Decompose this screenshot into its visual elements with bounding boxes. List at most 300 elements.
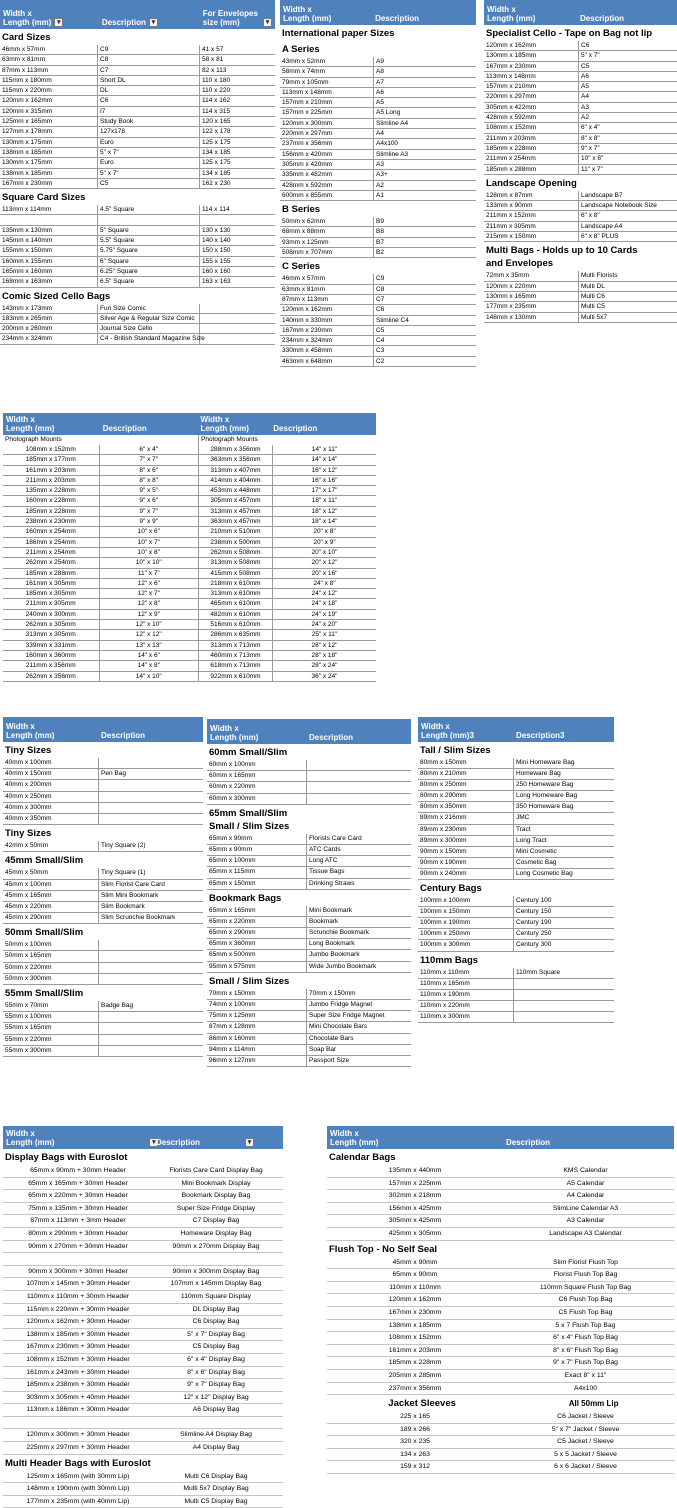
description-cell: 16" x 16" (311, 476, 338, 484)
table-row (207, 1022, 411, 1033)
table-row (0, 107, 275, 117)
size-cell: 135mm x 228mm (3, 486, 100, 495)
size-cell: 100mm x 100mm (418, 896, 514, 906)
size-cell: 110mm x 110mm + 30mm Header (26, 1292, 130, 1300)
table-row (0, 304, 275, 314)
description-cell: C5 (376, 326, 385, 334)
table-row (3, 517, 198, 527)
table-row (418, 968, 614, 979)
table-row (418, 929, 614, 940)
size-cell: 130mm x 175mm (0, 138, 98, 147)
description-cell: C6 (376, 306, 385, 314)
table-row (0, 246, 275, 256)
table-row (280, 119, 476, 129)
filter-dropdown-icon[interactable]: ▾ (149, 1138, 158, 1147)
description-cell: 12" x 9" (137, 610, 160, 618)
size-cell: 40mm x 100mm (3, 758, 99, 768)
size-cell: 425mm x 305mm (388, 1229, 442, 1237)
table-row (3, 1404, 283, 1417)
description-cell: Tract (516, 825, 531, 833)
table-row (199, 651, 376, 661)
size-cell: 60mm x 220mm (207, 782, 307, 792)
filter-dropdown-icon[interactable]: ▾ (263, 18, 272, 27)
size-cell: 108mm x 152mm + 30mm Header (26, 1355, 130, 1363)
size-cell: 185mm x 228mm (388, 1359, 442, 1367)
header-width: Width x (330, 1129, 359, 1138)
size-cell: 125mm x 165mm (0, 117, 98, 126)
description-cell (153, 1417, 279, 1429)
description-cell: 14" x 10" (135, 672, 162, 680)
size-cell: 237mm x 356mm (280, 139, 374, 148)
description-cell: A9 (376, 58, 384, 65)
section-title: Century Bags (420, 883, 482, 895)
description-cell: 12" x 6" (137, 579, 160, 587)
header-length: Length (mm) (283, 14, 332, 23)
size-cell: 89mm x 216mm (418, 813, 514, 823)
header-length: Length (mm) (487, 14, 536, 23)
table-row (418, 802, 614, 813)
table-row (207, 879, 411, 890)
table-row (199, 527, 376, 537)
filter-dropdown-icon[interactable]: ▾ (54, 18, 63, 27)
description-cell: A4x100 (573, 1384, 598, 1392)
size-cell: 313mm x 508mm (199, 558, 273, 567)
description-cell: 6" x 4" (139, 446, 159, 453)
size-cell: 414mm x 404mm (199, 476, 273, 485)
size-cell: 90mm x 270mm + 30mm Header (28, 1242, 128, 1250)
table-row (199, 445, 376, 455)
section-subtitle: Small / Slim Sizes (209, 820, 290, 832)
table-row (0, 324, 275, 334)
table-header (327, 1126, 674, 1149)
description-cell: 6.25" Square (98, 267, 200, 276)
table-row (3, 1190, 283, 1203)
size-cell: 211mm x 203mm (3, 476, 100, 485)
section-title: 60mm Small/Slim (209, 747, 288, 758)
size-cell: 90mm x 300mm + 30mm Header (28, 1267, 128, 1275)
table-row (3, 1429, 283, 1442)
description-cell: DL (98, 86, 200, 95)
description-cell: Super Size Fridge Magnet (309, 1012, 385, 1020)
size-cell: 211mm x 356mm (3, 661, 100, 670)
size-cell: 80mm x 210mm (418, 769, 514, 779)
table-row (280, 160, 476, 170)
description-cell: A5 (376, 99, 384, 107)
size-cell: 262mm x 254mm (3, 558, 100, 567)
description-cell (99, 758, 199, 768)
table-row (3, 610, 198, 620)
description-cell: 11" x 7" (581, 165, 603, 173)
size-cell: 110mm x 110mm (389, 1283, 441, 1291)
description-cell: 9" x 7" Flush Top Bag (553, 1359, 618, 1367)
size-cell: 453mm x 448mm (199, 486, 273, 495)
table-row (0, 45, 275, 55)
table-row (280, 181, 476, 191)
table-row (280, 108, 476, 118)
description-cell: C6 Display Bag (192, 1318, 240, 1326)
size-cell: 157mm x 210mm (484, 82, 579, 91)
size-cell: 225mm x 297mm + 30mm Header (26, 1444, 130, 1452)
size-cell: 138mm x 185mm + 30mm Header (26, 1330, 130, 1338)
description-cell (307, 760, 407, 770)
size-cell: 89mm x 300mm (418, 836, 514, 846)
table-row (484, 313, 677, 323)
size-cell: 55mm x 300mm (3, 1046, 99, 1056)
description-cell: 18" x 12" (311, 507, 338, 515)
description-cell: 114 x 114 (202, 206, 230, 214)
table-row (484, 191, 677, 201)
description-cell: Landscape A4 (581, 222, 623, 230)
size-cell: 90mm x 240mm (418, 869, 514, 879)
size-cell: 120mm x 162mm (388, 1296, 442, 1304)
table-body (207, 744, 411, 1067)
section-title: Multi Header Bags with Euroslot (5, 1457, 151, 1469)
size-cell: 60mm x 165mm (207, 771, 307, 781)
header-width: Width x (6, 1129, 35, 1138)
size-cell: 238mm x 230mm (3, 517, 100, 526)
description-cell: 9" x 7" Display Bag (187, 1381, 245, 1389)
table-row (199, 507, 376, 517)
table-row (207, 928, 411, 939)
section-title: Card Sizes (2, 32, 51, 43)
table-row (418, 780, 614, 791)
table-row (3, 758, 203, 769)
description-cell: Century 190 (516, 919, 552, 927)
size-cell: 128mm x 87mm (484, 191, 579, 200)
table-row (280, 285, 476, 295)
size-cell: 143mm x 173mm (0, 304, 98, 313)
description-cell: C9 (376, 275, 385, 283)
description-cell: A2 (581, 114, 589, 122)
size-cell: 50mm x 300mm (3, 974, 99, 984)
table-row (3, 1496, 283, 1508)
description-cell: 5" x 7" (581, 52, 600, 60)
description-cell: C7 (98, 66, 200, 75)
size-cell: 465mm x 610mm (199, 599, 273, 608)
section-note: All 50mm Lip (568, 1399, 619, 1409)
size-cell: 415mm x 508mm (199, 569, 273, 578)
table-row (327, 1436, 674, 1449)
table-row (484, 103, 677, 113)
table-row (418, 847, 614, 858)
table-row (327, 1282, 674, 1295)
table-row (327, 1411, 674, 1424)
description-cell: 24" x 19" (311, 610, 338, 618)
header-length: Length (mm) (6, 1138, 55, 1147)
size-cell: 148mm x 190mm (with 30mm Lip) (26, 1485, 130, 1493)
description-cell: 250 Homeware Bag (516, 781, 574, 789)
table-row (3, 951, 203, 962)
description-cell: A1 (376, 191, 384, 199)
section-title: 110mm Bags (420, 954, 479, 966)
description-cell: 125 x 175 (202, 138, 231, 146)
table-row (3, 1471, 283, 1484)
table-row (327, 1424, 674, 1437)
table-row (484, 82, 677, 92)
table-row (3, 880, 203, 891)
description-cell: 90mm x 270mm Display Bag (172, 1242, 260, 1250)
header-width: Width x (421, 722, 450, 731)
table-row (3, 1228, 283, 1241)
section-title: Comic Sized Cello Bags (2, 290, 111, 302)
table-body (3, 742, 203, 1057)
size-cell: 363mm x 457mm (199, 517, 273, 526)
description-cell: 127x178 (98, 127, 200, 136)
description-cell: Landscape A3 Calendar (549, 1229, 622, 1237)
size-cell: 218mm x 610mm (199, 579, 273, 588)
table-header (0, 0, 275, 29)
size-cell: 508mm x 707mm (280, 248, 374, 257)
size-cell: 428mm x 592mm (280, 181, 374, 190)
size-cell: 161mm x 203mm (388, 1346, 442, 1354)
description-cell (99, 814, 199, 824)
table-row (3, 913, 203, 924)
table-row (418, 940, 614, 951)
table-row (280, 316, 476, 326)
description-cell (99, 963, 199, 973)
description-cell: 114 x 315 (202, 107, 231, 115)
size-cell: 161mm x 305mm (3, 579, 100, 588)
description-cell: Mini Cosmetic (516, 847, 557, 855)
description-cell: B7 (376, 238, 384, 246)
table-row (280, 78, 476, 88)
size-cell: 211mm x 152mm (484, 211, 579, 220)
description-cell: 82 x 113 (202, 66, 227, 74)
description-cell: 12" x 10" (135, 621, 162, 629)
table-row (327, 1461, 674, 1474)
size-cell: 157mm x 225mm (280, 108, 374, 117)
table-row (484, 62, 677, 72)
table-row (0, 215, 275, 225)
size-cell: 65mm x 100mm (207, 856, 307, 866)
table-row (0, 117, 275, 127)
description-cell: ATC Cards (309, 845, 341, 853)
size-cell: 330mm x 458mm (280, 346, 374, 355)
description-cell: 5" x 7" Jacket / Sleeve (551, 1425, 620, 1433)
description-cell: Slimline A3 (376, 150, 409, 158)
table-row (3, 620, 198, 630)
size-cell: 157mm x 225mm (388, 1179, 442, 1187)
size-cell: 167mm x 230mm (388, 1308, 442, 1316)
description-cell: Slimline C4 (376, 316, 409, 324)
size-cell: 65mm x 360mm (207, 939, 307, 949)
table-row (280, 98, 476, 108)
size-cell: 160mm x 155mm (0, 257, 98, 266)
table-row (199, 672, 376, 682)
description-cell: Scrunchie Bookmark (309, 929, 369, 937)
size-cell: 305mm x 425mm (388, 1217, 442, 1225)
description-cell: 5" x 7" (98, 169, 200, 178)
table-row (484, 232, 677, 242)
description-cell: C4 (376, 337, 385, 345)
table-row (484, 282, 677, 292)
table-row (484, 113, 677, 123)
description-cell (514, 979, 610, 989)
header-description: Description (273, 424, 318, 433)
table-row (3, 1304, 283, 1317)
description-cell: 122 x 178 (202, 128, 231, 136)
size-cell: 50mm x 165mm (3, 951, 99, 961)
description-cell: 9" x 7" (581, 144, 600, 152)
table-row (327, 1383, 674, 1396)
table-row (3, 1354, 283, 1367)
description-cell: B9 (376, 218, 384, 226)
table-row (199, 496, 376, 506)
size-cell: 60mm x 300mm (207, 794, 307, 804)
size-cell: 262mm x 508mm (199, 548, 273, 557)
table-row (280, 346, 476, 356)
table-row (199, 599, 376, 609)
size-cell: 86mm x 160mm (207, 1034, 307, 1044)
description-cell (153, 1253, 279, 1265)
table-row (280, 357, 476, 367)
description-cell: 5" x 7" Display Bag (187, 1330, 245, 1338)
description-cell: 11" x 7" (137, 569, 160, 577)
size-cell: 63mm x 81mm (0, 55, 98, 64)
description-cell: Century 100 (516, 897, 552, 905)
size-cell: 100mm x 150mm (418, 907, 514, 917)
table-header (3, 717, 203, 742)
description-cell: 28" x 18" (311, 651, 338, 659)
header-length: Length (mm) (200, 424, 249, 433)
size-cell: 60mm x 100mm (207, 760, 307, 770)
table-row (280, 170, 476, 180)
tiny-sizes-table (3, 717, 203, 1057)
description-cell: 110mm Square Display (180, 1292, 252, 1300)
description-cell: Wide Jumbo Bookmark (309, 962, 377, 970)
description-cell: 6" x 4" Flush Top Bag (553, 1334, 618, 1342)
description-cell: A6 (581, 72, 589, 80)
size-cell: 50mm x 220mm (3, 963, 99, 973)
table-row (3, 1266, 283, 1279)
description-cell: Cosmetic Bag (516, 858, 557, 866)
table-row (3, 1392, 283, 1405)
header-width: Width x (6, 722, 35, 731)
table-header (418, 717, 614, 742)
section-title: Tiny Sizes (5, 828, 52, 840)
size-cell: 185mm x 228mm (484, 144, 579, 153)
description-cell: Tissue Bags (309, 868, 345, 876)
size-cell: 189 x 266 (400, 1425, 430, 1433)
size-cell: 618mm x 713mm (199, 661, 273, 670)
description-cell: 110 x 180 (202, 76, 231, 84)
tall-slim-sizes-table (418, 717, 614, 1023)
size-cell: 46mm x 57mm (280, 274, 374, 283)
description-cell (99, 803, 199, 813)
size-cell: 363mm x 356mm (199, 455, 273, 464)
size-cell: 313mm x 713mm (199, 641, 273, 650)
size-cell: 167mm x 230mm (484, 62, 579, 71)
size-cell: 65mm x 90mm (392, 1271, 438, 1279)
size-cell: 159 x 312 (400, 1463, 430, 1471)
header-description: Description (506, 1138, 551, 1147)
size-cell: 130mm x 165mm (484, 292, 579, 301)
description-cell: Slimline A4 (376, 119, 409, 127)
table-row (280, 305, 476, 315)
size-cell: 185mm x 228mm (3, 507, 100, 516)
size-cell: 161mm x 203mm (3, 466, 100, 475)
size-cell (3, 1417, 153, 1429)
table-row (3, 814, 203, 825)
size-cell: 65mm x 150mm (207, 879, 307, 889)
description-cell: 12" x 12" (135, 631, 162, 639)
size-cell: 138mm x 185mm (388, 1321, 442, 1329)
description-cell (514, 1012, 610, 1022)
description-cell: Long Tract (516, 836, 547, 844)
description-cell: 150 x 150 (202, 247, 231, 255)
filter-dropdown-icon[interactable]: ▾ (245, 1138, 254, 1147)
size-cell: 185mm x 288mm (484, 165, 579, 174)
description-cell: C6 Jacket / Sleeve (557, 1413, 614, 1421)
table-row (327, 1370, 674, 1383)
description-cell: 5 x 7 Flush Top Bag (555, 1321, 616, 1329)
description-cell: Multi C6 Display Bag (184, 1472, 248, 1480)
description-cell: 110mm Square (516, 968, 560, 976)
specialist-cello-table (484, 0, 677, 323)
description-cell: Study Book (98, 117, 200, 126)
table-row (199, 630, 376, 640)
description-cell: 24" x 8" (313, 579, 336, 587)
size-cell: 428mm x 592mm (484, 113, 579, 122)
size-cell: 288mm x 356mm (199, 445, 273, 454)
description-cell: 20" x 10" (311, 548, 338, 556)
description-cell: Homeware Bag (516, 770, 561, 778)
table-row (3, 974, 203, 985)
description-cell: 25" x 11" (311, 631, 338, 639)
table-row (280, 129, 476, 139)
size-cell: 211mm x 305mm (3, 599, 100, 608)
description-cell (514, 1001, 610, 1011)
description-cell: 120 x 165 (202, 118, 231, 126)
size-cell: 45mm x 220mm (3, 902, 99, 912)
size-cell: 87mm x 128mm (207, 1022, 307, 1032)
size-cell: 65mm x 290mm (207, 928, 307, 938)
description-cell: Slim Florist Care Card (101, 880, 165, 888)
table-body (280, 41, 476, 367)
table-row (207, 867, 411, 878)
size-cell: 186mm x 254mm (3, 538, 100, 547)
size-cell: 138mm x 185mm (0, 169, 98, 178)
size-cell: 134 x 263 (400, 1450, 430, 1458)
description-cell: Florist Flush Top Bag (553, 1271, 618, 1279)
table-row (327, 1307, 674, 1320)
header-description: Description (156, 1138, 201, 1147)
table-row (0, 334, 275, 344)
description-cell: 6 x 6 Jacket / Sleeve (554, 1463, 617, 1471)
size-cell: 100mm x 250mm (418, 929, 514, 939)
description-cell: 10" x 8" (137, 548, 160, 556)
description-cell: Bookmark (309, 917, 339, 925)
description-cell: 28" x 24" (311, 662, 338, 670)
table-row (207, 1045, 411, 1056)
table-row (3, 940, 203, 951)
description-cell: 14" x 11" (311, 446, 338, 453)
description-cell (99, 974, 199, 984)
size-cell: 63mm x 81mm (280, 285, 374, 294)
size-cell: 113mm x 148mm (484, 72, 579, 81)
size-cell: 113mm x 186mm + 30mm Header (26, 1406, 130, 1414)
size-cell: 65mm x 165mm (207, 906, 307, 916)
table-row (3, 486, 198, 496)
size-cell: 80mm x 290mm (418, 791, 514, 801)
table-row (0, 148, 275, 158)
table-row (199, 517, 376, 527)
description-cell: 18" x 11" (311, 497, 338, 505)
table-row (418, 825, 614, 836)
size-cell: 120mm x 300mm + 30mm Header (26, 1431, 130, 1439)
size-cell: 305mm x 457mm (199, 496, 273, 505)
filter-dropdown-icon[interactable]: ▾ (149, 18, 158, 27)
